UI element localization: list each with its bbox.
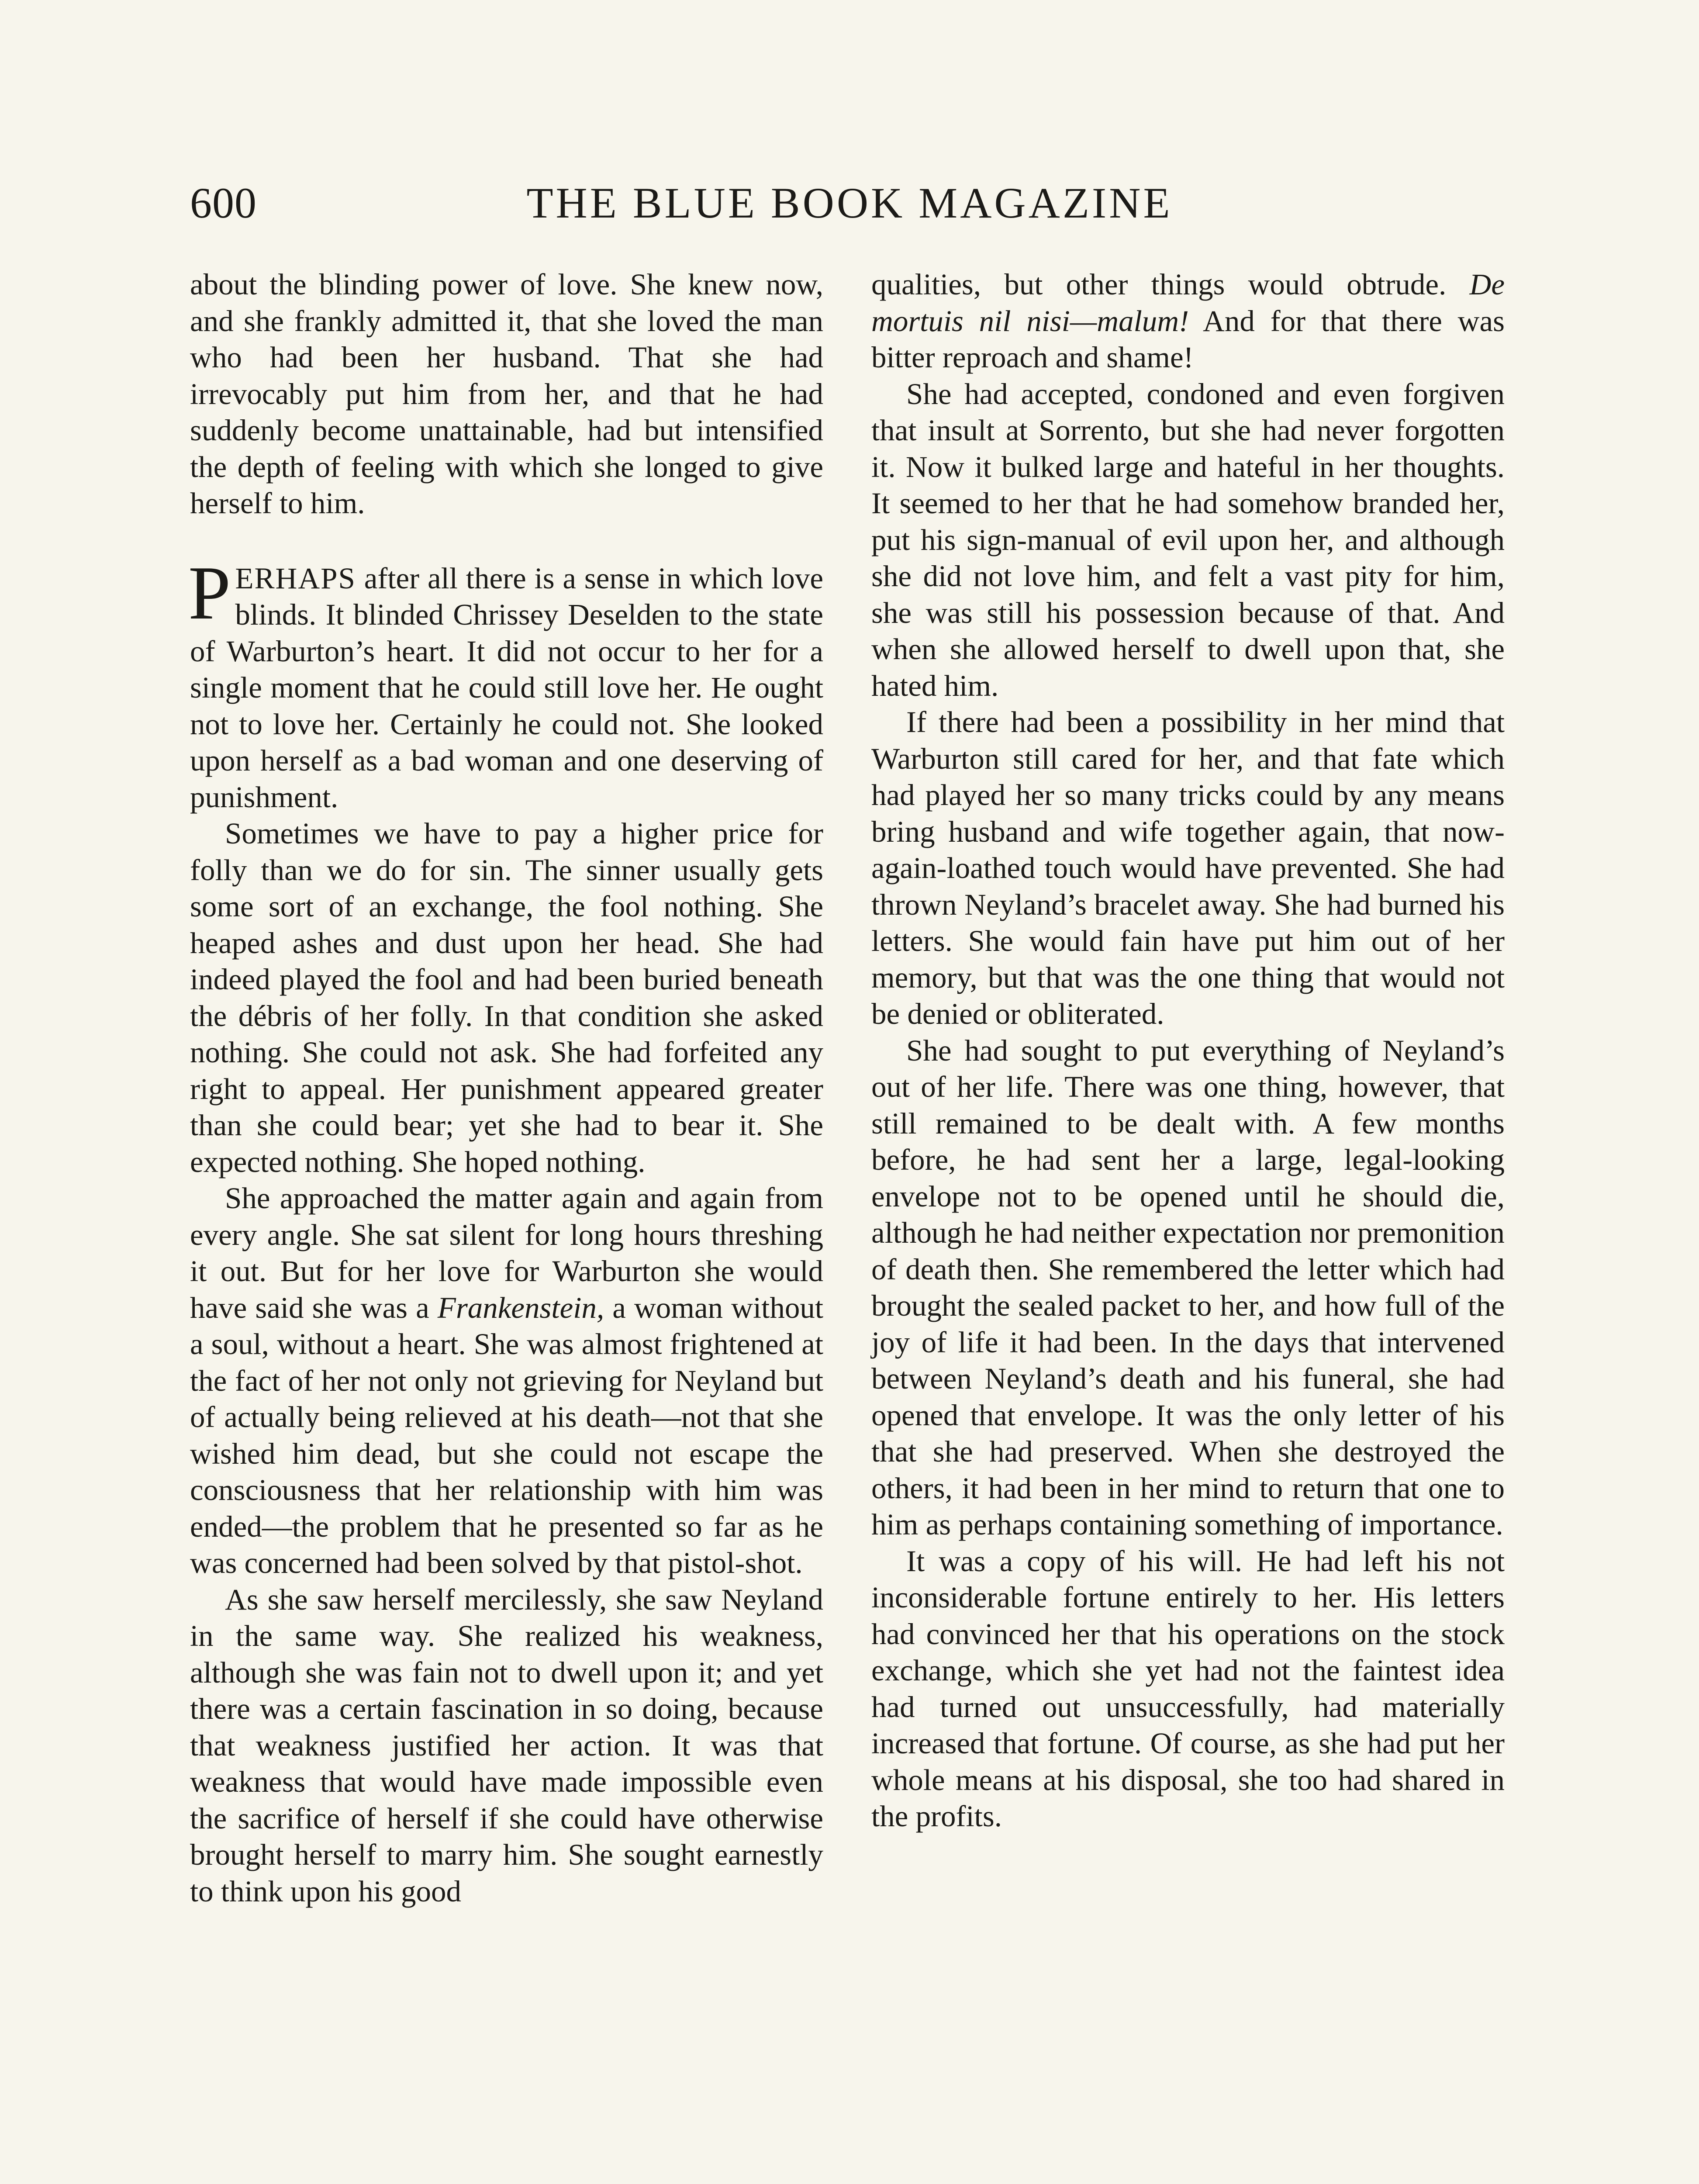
section-paragraph (188, 550, 823, 816)
italic-word: Frankenstein, (437, 1291, 604, 1324)
paragraph-text: And for that there was bitter reproach and shame! (871, 304, 1505, 374)
running-title: THE BLUE BOOK MAGAZINE (526, 179, 1173, 227)
paragraph: Sometimes we have to pay a higher price for folly than we do for sin. The sinner usually gets some sort of an exchange, the fool nothing. She heaped ashes and dust upon her head. She had indeed played the fool and had been buried beneath the débris of her folly. In that condition she asked nothing. She could not ask. She had forfeited any right to appeal. Her punishment appeared greater than she could bear; yet she had to bear it. She expected nothing. She hoped nothing. (190, 817, 823, 1178)
page-number: 600 (190, 179, 257, 227)
paragraph: As she saw herself mercilessly, she saw Neyland in the same way. She realized his weakness, although she was fain not to dwell upon it; and yet there was a certain fascination in so doing, because that weakness justified her action. It was that weakness that would have made impossible even the sacrifice of herself if she could have otherwise brought herself to marry him. She sought earnestly to think upon his good (190, 1583, 823, 1908)
paragraph-text: a woman without a soul, without a heart. She was almost frightened at the fact of her not only not grieving for Neyland but of actually being relieved at his death—not that she wished him dead, but she could not escape the consciousness that her relationship with him was ended—the problem that he presented so far as he was concerned had been solved by that pistol-shot. (190, 1291, 824, 1579)
paragraph: It was a copy of his will. He had left his not inconsiderable fortune entirely to her. His letters had convinced her that his operations on the stock exchange, which she yet had not the faintest idea had turned out unsuccessfully, had materially increased that fortune. Of course, as she had put her whole means at his disposal, she too had shared in the profits. (871, 1544, 1505, 1833)
paragraph: If there had been a possibility in her mind that Warburton still cared for her, and that fate which had played her so many tricks could by any means bring husband and wife together again, that now-again-loathed touch would have prevented. She had thrown Neyland’s bracelet away. She had burned his letters. She would fain have put him out of her memory, but that was the one thing that would not be denied or obliterated. (871, 705, 1505, 1030)
paragraph (190, 1180, 823, 1582)
paragraph: about the blinding power of love. She knew now, and she frankly admitted it, that she loved the man who had been her husband. That she had irrevocably put him from her, and that he had suddenly become unattainable, had but intensified the depth of feeling with which she longed to give herself to him. (190, 268, 823, 520)
right-column (871, 266, 1505, 1835)
paragraph (871, 266, 1505, 376)
paragraph-text: qualities, but other things would obtrude. (871, 268, 1470, 301)
left-column (190, 266, 823, 1910)
paragraph-text: She approached the matter again and again from every angle. She sat silent for long hours threshing it out. But for her love for Warburton she would have said she was a (190, 1182, 823, 1324)
paragraph-text: after all there is a sense in which love blinds. It blinded Chrissey Deselden to the state of Warburton’s heart. It did not occur to her for a single moment that he could still love her. He ought not to love her. Certainly he could not. She looked upon herself as a bad woman and one deserving of punishment. (190, 561, 823, 814)
italic-phrase: De mortuis nil nisi—malum! (871, 268, 1505, 338)
paragraph: She had accepted, condoned and even forgiven that insult at Sorrento, but she had never forgotten it. Now it bulked large and hateful in her thoughts. It seemed to her that he had somehow branded her, put his sign-manual of evil upon her, and although she did not love him, and felt a vast pity for him, she was still his possession because of that. And when she allowed herself to dwell upon that, she hated him. (871, 377, 1505, 702)
small-caps-lead: ERHAPS (235, 561, 356, 595)
page-header (190, 170, 1509, 245)
drop-cap: P (188, 550, 231, 635)
paragraph: She had sought to put everything of Neyland’s out of her life. There was one thing, however, that still remained to be dealt with. A few months before, he had sent her a large, legal-looking envelope not to be opened until he should die, although he had neither expectation nor premonition of death then. She remembered the letter which had brought the sealed packet to her, and how full of the joy of life it had been. In the days that intervened between Neyland’s death and his funeral, she had opened that envelope. It was the only letter of his that she had preserved. When she destroyed the others, it had been in her mind to return that one to him as perhaps containing something of importance. (871, 1033, 1505, 1541)
